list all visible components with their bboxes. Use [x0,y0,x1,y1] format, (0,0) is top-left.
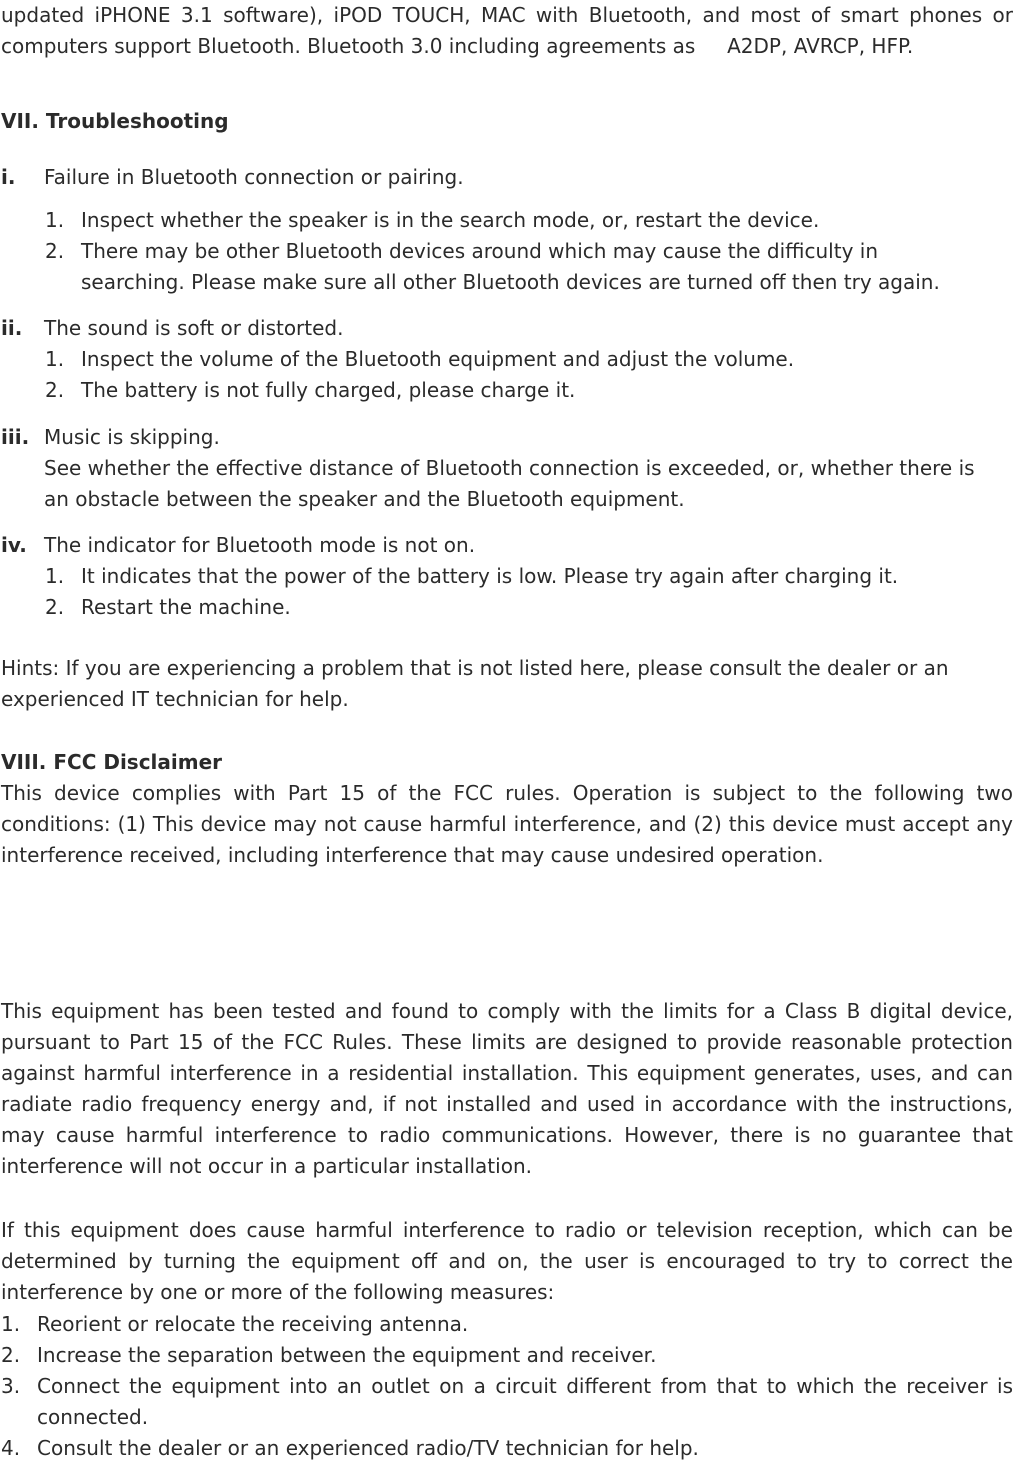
trouble-item-1 [1,162,1013,298]
hint-line-1: Hints: If you are experiencing a problem that is not listed here, please consult the dealer or an [1,656,949,680]
intro-line-2: computers support Bluetooth. Bluetooth 3.0 including agreements as A2DP, AVRCP, HFP. [1,34,914,58]
list-item [1,1309,1013,1340]
item-detail-line-2: an obstacle between the speaker and the Bluetooth equipment. [44,487,685,511]
item-title: The sound is soft or distorted. [44,316,344,340]
item-detail-line-1: See whether the effective distance of Bluetooth connection is exceeded, or, whether there is [44,456,975,480]
measure-text: Consult the dealer or an experienced radio/TV technician for help. [37,1436,699,1460]
step-text: Inspect the volume of the Bluetooth equipment and adjust the volume. [81,347,795,371]
measure-number: 2. [1,1343,21,1367]
trouble-item-4 [1,530,1013,623]
fcc-measures-list [1,1309,1013,1464]
item-numeral: iii. [1,425,30,449]
step-number: 1. [45,208,65,232]
list-item [1,1433,1013,1464]
step-number: 2. [45,239,65,263]
item-numeral: ii. [1,316,23,340]
trouble-item-2 [1,313,1013,406]
list-item [1,1371,1013,1433]
step-text: The battery is not fully charged, please charge it. [81,378,576,402]
fcc-paragraph-3: If this equipment does cause harmful interference to radio or television reception, which can be determined by turning the equipment off and on, the user is encouraged to try to correct the interference by one or more of the following measures: [1,1218,1013,1304]
trouble-item-3 [1,422,1013,515]
hint-line-2: experienced IT technician for help. [1,687,349,711]
measure-number: 3. [1,1374,21,1398]
step-text: Inspect whether the speaker is in the search mode, or, restart the device. [81,208,820,232]
troubleshooting-heading: VII. Troubleshooting [1,109,229,133]
fcc-paragraph-2: This equipment has been tested and found to comply with the limits for a Class B digital device, pursuant to Part 15 of the FCC Rules. These limits are designed to provide reasonable protection against harmful interference in a residential installation. This equipment generates, uses, and can radiate radio frequency energy and, if not installed and used in accordance with the instructions, may cause harmful interference to radio communications. However, there is no guarantee that interference will not occur in a particular installation. [1,999,1013,1178]
step-text: There may be other Bluetooth devices around which may cause the difficulty in searching. Please make sure all other Bluetooth devices are turned off then try again. [81,239,940,294]
intro-line-1: updated iPHONE 3.1 software), iPOD TOUCH, MAC with Bluetooth, and most of smart phones or [1,3,1013,27]
step-number: 1. [45,347,65,371]
list-item [1,1340,1013,1371]
measure-number: 4. [1,1436,21,1460]
item-numeral: iv. [1,533,27,557]
item-title: The indicator for Bluetooth mode is not on. [44,533,476,557]
fcc-paragraph-1: This device complies with Part 15 of the FCC rules. Operation is subject to the following two conditions: (1) This device may not cause harmful interference, and (2) this device must accept any interference received, including interference that may cause undesired operation. [1,781,1013,867]
measure-text: Connect the equipment into an outlet on a circuit different from that to which the receiver is connected. [37,1374,1013,1429]
step-number: 2. [45,378,65,402]
measure-text: Increase the separation between the equipment and receiver. [37,1343,657,1367]
step-number: 2. [45,595,65,619]
step-number: 1. [45,564,65,588]
measure-number: 1. [1,1312,21,1336]
item-numeral: i. [1,165,16,189]
step-text: It indicates that the power of the battery is low. Please try again after charging it. [81,564,899,588]
fcc-heading: VIII. FCC Disclaimer [1,750,223,774]
item-title: Music is skipping. [44,425,220,449]
item-title: Failure in Bluetooth connection or pairing. [44,165,464,189]
measure-text: Reorient or relocate the receiving antenna. [37,1312,469,1336]
step-text: Restart the machine. [81,595,291,619]
